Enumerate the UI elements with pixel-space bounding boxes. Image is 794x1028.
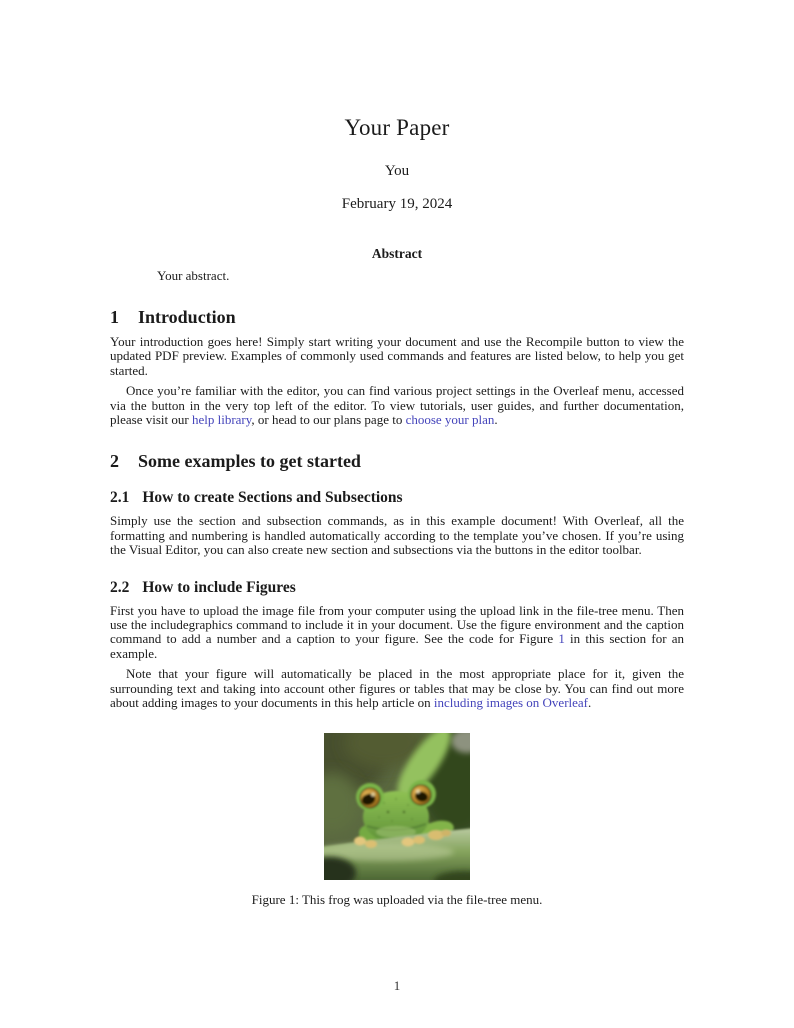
text-segment: in this section for an example. bbox=[110, 631, 685, 661]
subsection-number: 2.2 bbox=[110, 578, 130, 596]
paper-title: Your Paper bbox=[344, 115, 450, 140]
inline-link[interactable]: choose your plan bbox=[405, 412, 495, 428]
inline-link[interactable]: 1 bbox=[558, 631, 565, 647]
text-segment: . bbox=[588, 695, 592, 711]
paragraph bbox=[110, 604, 684, 662]
inline-link[interactable]: including images on Overleaf bbox=[433, 695, 589, 711]
abstract-text: Your abstract. bbox=[157, 268, 230, 283]
paper-author: You bbox=[384, 163, 410, 179]
text-segment: Once you’re familiar with the editor, you can find various project settings in the Overleaf menu, accessed via the button in the very top left of the editor. To view tutorials, user guides, and further documentation, please visit our bbox=[110, 383, 684, 428]
paragraph bbox=[110, 514, 684, 557]
text-segment: Your introduction goes here! Simply start writing your document and use the Recompile button to view the updated PDF preview. Examples of commonly used commands and features are listed below, to help you get started. bbox=[110, 334, 684, 378]
document-body bbox=[110, 307, 684, 907]
subsection-number: 2.1 bbox=[110, 489, 130, 507]
section-number: 1 bbox=[110, 307, 119, 327]
section-heading-introduction bbox=[110, 307, 684, 328]
frog-photo bbox=[324, 733, 470, 880]
text-segment: First you have to upload the image file from your computer using the upload link in the file-tree menu. Then use the includegraphics command to include it in your document. Use the figure environment and the caption command to add a number and a caption to your figure. See the code for Figure bbox=[110, 602, 684, 647]
figure-caption: Figure 1: This frog was uploaded via the file-tree menu. bbox=[251, 891, 543, 907]
abstract-heading: Abstract bbox=[371, 246, 423, 261]
text-segment: , or head to our plans page to bbox=[251, 412, 406, 428]
subsection-heading-figures bbox=[110, 578, 684, 597]
section-title: Some examples to get started bbox=[138, 451, 361, 472]
text-segment: Simply use the section and subsection commands, as in this example document! With Overleaf, all the formatting and numbering is handled automatically according to the template you’ve chosen. If you’re using the Visual Editor, you can also create new section and subsections via the buttons in the editor toolbar. bbox=[110, 513, 684, 558]
page-number: 1 bbox=[393, 978, 401, 993]
subsection-title: How to create Sections and Subsections bbox=[142, 489, 403, 507]
paragraph bbox=[110, 335, 684, 378]
section-heading-examples bbox=[110, 451, 684, 472]
section-title: Introduction bbox=[138, 307, 236, 327]
paper-date: February 19, 2024 bbox=[341, 196, 453, 212]
inline-link[interactable]: help library bbox=[191, 412, 252, 428]
text-segment: Note that your figure will automatically be placed in the most appropriate place for it, given the surrounding text and taking into account other figures or tables that may be close by. You can find out more about adding images to your documents in this help article on bbox=[110, 666, 684, 711]
paragraph bbox=[110, 384, 684, 427]
section-number: 2 bbox=[110, 451, 119, 472]
paragraph bbox=[110, 667, 684, 710]
text-segment: . bbox=[494, 412, 498, 428]
title-block bbox=[0, 0, 794, 213]
figure-1 bbox=[110, 733, 684, 907]
subsection-title: How to include Figures bbox=[142, 578, 296, 596]
subsection-heading-sections bbox=[110, 488, 684, 507]
